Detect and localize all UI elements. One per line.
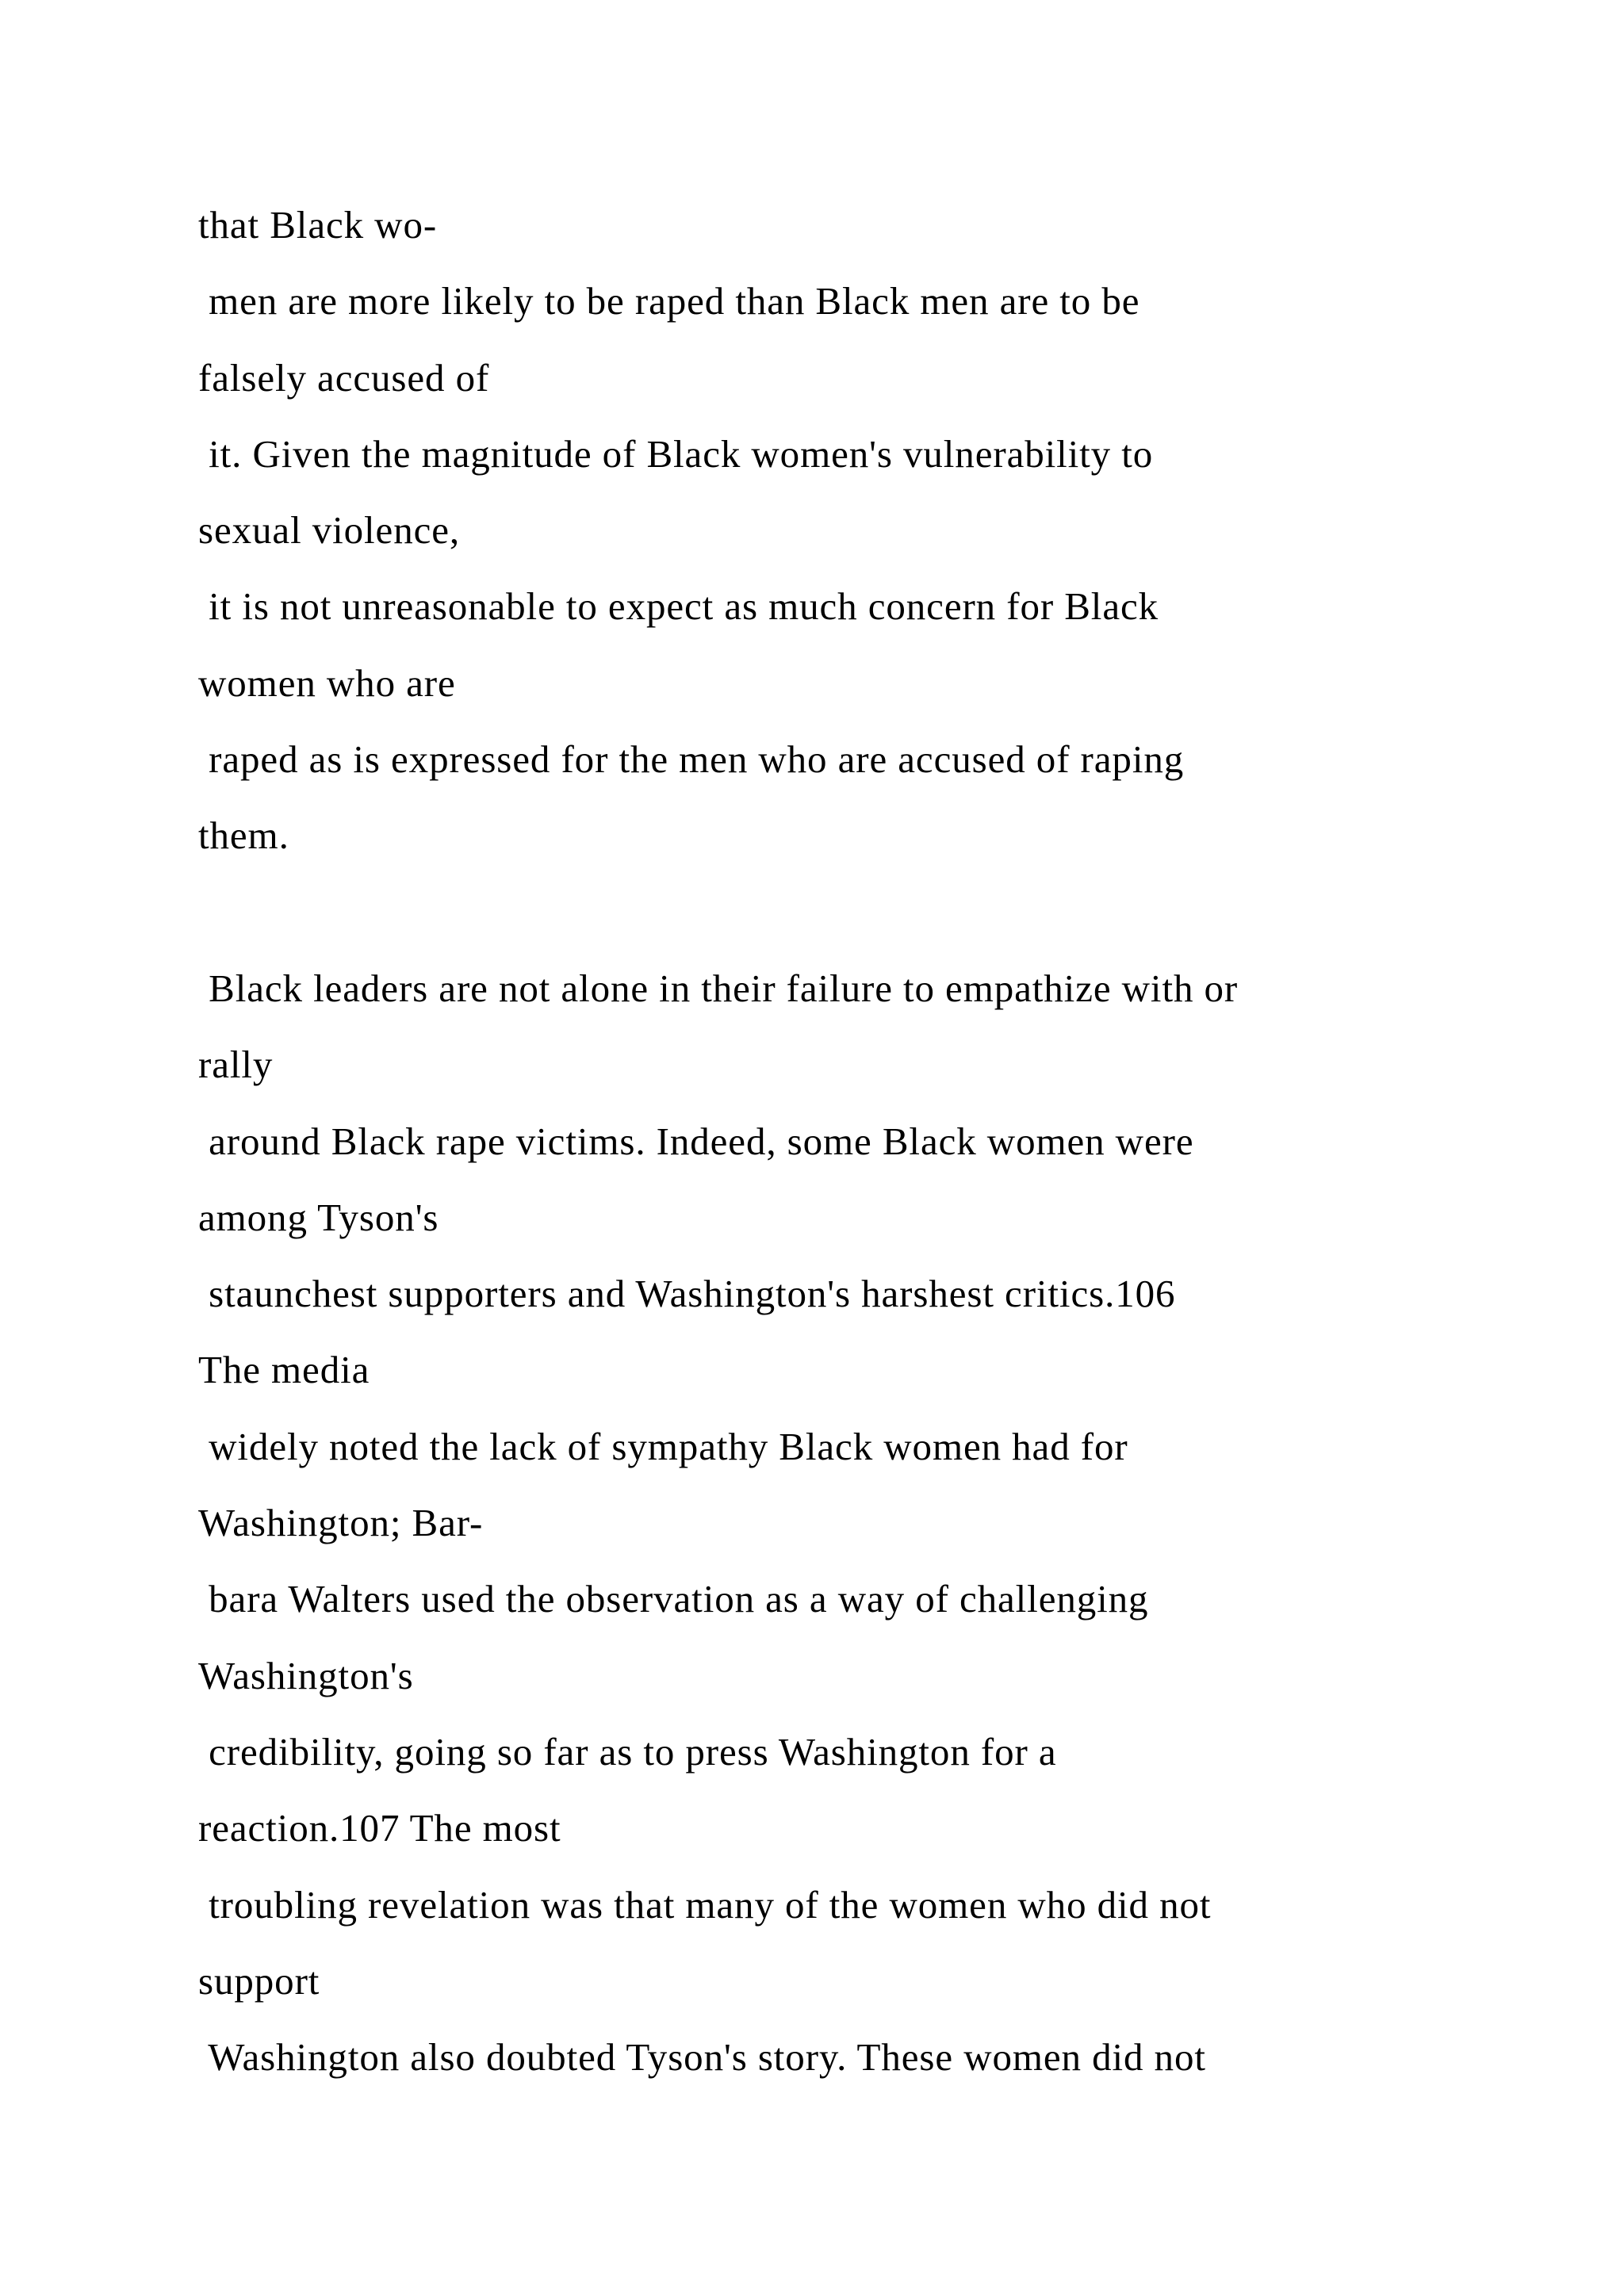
text-line: troubling revelation was that many of the women who did not [198, 1882, 1212, 1927]
text-line: widely noted the lack of sympathy Black women had for [198, 1424, 1128, 1468]
text-line: staunchest supporters and Washington's harshest critics.106 [198, 1272, 1176, 1316]
text-line: Black leaders are not alone in their failure to empathize with or [198, 966, 1239, 1010]
text-line: Washington also doubted Tyson's story. These women did not [198, 2035, 1206, 2080]
document-body [198, 187, 1562, 2095]
text-line: women who are [198, 660, 456, 705]
text-line: men are more likely to be raped than Black men are to be [198, 279, 1140, 323]
text-line: rally [198, 1043, 274, 1087]
text-line: it is not unreasonable to expect as much concern for Black [198, 584, 1159, 629]
text-line: sexual violence, [198, 508, 461, 553]
text-line: support [198, 1958, 320, 2003]
text-line: raped as is expressed for the men who are accused of raping [198, 737, 1185, 782]
text-line: around Black rape victims. Indeed, some Black women were [198, 1119, 1194, 1163]
text-line: Washington's [198, 1653, 414, 1697]
text-line: that Black wo- [198, 203, 438, 247]
text-line: among Tyson's [198, 1195, 439, 1239]
paragraph-break [198, 874, 1562, 951]
text-line: falsely accused of [198, 355, 490, 400]
text-line: bara Walters used the observation as a way of challenging [198, 1577, 1149, 1621]
text-line: credibility, going so far as to press Washington for a [198, 1729, 1057, 1774]
text-line: them. [198, 813, 289, 858]
text-line: it. Given the magnitude of Black women's vulnerability to [198, 431, 1154, 476]
text-line: The media [198, 1348, 370, 1392]
text-line: reaction.107 The most [198, 1806, 561, 1850]
text-line: Washington; Bar- [198, 1501, 484, 1545]
